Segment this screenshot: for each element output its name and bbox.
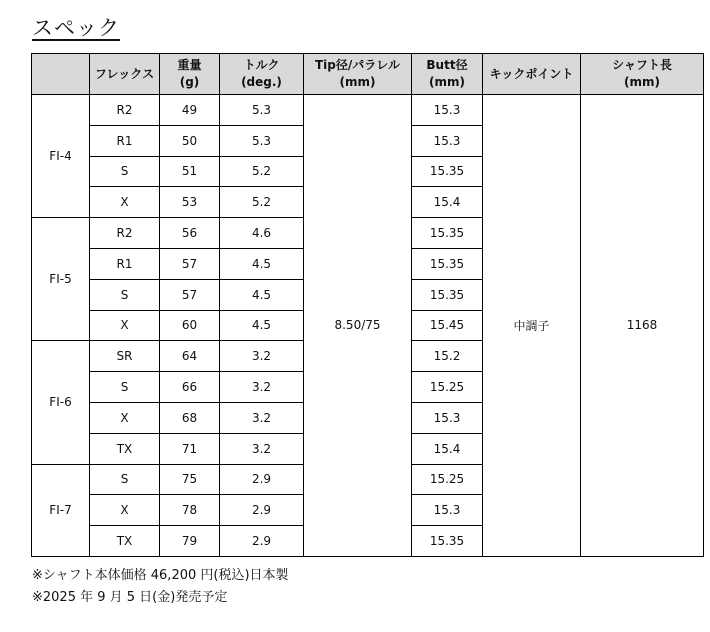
- butt-cell: 15.35: [412, 156, 483, 187]
- weight-cell: 79: [160, 526, 220, 557]
- flex-cell: TX: [90, 526, 160, 557]
- table-row: [32, 95, 704, 126]
- weight-cell: 53: [160, 187, 220, 218]
- flex-cell: SR: [90, 341, 160, 372]
- weight-cell: 78: [160, 495, 220, 526]
- header-butt: Butt径 (mm): [412, 54, 483, 95]
- butt-cell: 15.3: [412, 402, 483, 433]
- butt-cell: 15.35: [412, 279, 483, 310]
- model-name: FI-7: [32, 464, 90, 556]
- weight-cell: 57: [160, 279, 220, 310]
- flex-cell: S: [90, 279, 160, 310]
- torque-cell: 2.9: [220, 495, 304, 526]
- model-name: FI-4: [32, 95, 90, 218]
- torque-cell: 5.2: [220, 187, 304, 218]
- header-flex: フレックス: [90, 54, 160, 95]
- spec-body: [32, 95, 704, 557]
- weight-cell: 50: [160, 125, 220, 156]
- flex-cell: X: [90, 310, 160, 341]
- header-kick: キックポイント: [483, 54, 581, 95]
- flex-cell: S: [90, 156, 160, 187]
- butt-cell: 15.25: [412, 464, 483, 495]
- kick-cell: 中調子: [483, 95, 581, 557]
- weight-cell: 64: [160, 341, 220, 372]
- torque-cell: 5.3: [220, 125, 304, 156]
- torque-cell: 3.2: [220, 402, 304, 433]
- torque-cell: 3.2: [220, 341, 304, 372]
- weight-cell: 49: [160, 95, 220, 126]
- weight-cell: 68: [160, 402, 220, 433]
- weight-cell: 75: [160, 464, 220, 495]
- price-note: ※シャフト本体価格 46,200 円(税込)日本製: [32, 568, 289, 583]
- butt-cell: 15.45: [412, 310, 483, 341]
- weight-cell: 71: [160, 433, 220, 464]
- release-note: ※2025 年 9 月 5 日(金)発売予定: [32, 590, 228, 605]
- weight-cell: 56: [160, 218, 220, 249]
- flex-cell: R1: [90, 125, 160, 156]
- weight-cell: 51: [160, 156, 220, 187]
- butt-cell: 15.35: [412, 526, 483, 557]
- flex-cell: R2: [90, 218, 160, 249]
- butt-cell: 15.3: [412, 495, 483, 526]
- model-name: FI-5: [32, 218, 90, 341]
- torque-cell: 4.5: [220, 279, 304, 310]
- butt-cell: 15.35: [412, 218, 483, 249]
- header-length: シャフト長 (mm): [581, 54, 704, 95]
- header-weight: 重量 (g): [160, 54, 220, 95]
- butt-cell: 15.2: [412, 341, 483, 372]
- torque-cell: 3.2: [220, 372, 304, 403]
- header-row: [32, 54, 704, 95]
- butt-cell: 15.35: [412, 248, 483, 279]
- weight-cell: 57: [160, 248, 220, 279]
- header-model: [32, 54, 90, 95]
- torque-cell: 4.6: [220, 218, 304, 249]
- butt-cell: 15.4: [412, 433, 483, 464]
- weight-cell: 66: [160, 372, 220, 403]
- flex-cell: S: [90, 372, 160, 403]
- model-name: FI-6: [32, 341, 90, 464]
- torque-cell: 4.5: [220, 248, 304, 279]
- flex-cell: R1: [90, 248, 160, 279]
- flex-cell: X: [90, 187, 160, 218]
- flex-cell: X: [90, 495, 160, 526]
- butt-cell: 15.3: [412, 125, 483, 156]
- notes: [32, 565, 289, 609]
- torque-cell: 3.2: [220, 433, 304, 464]
- weight-cell: 60: [160, 310, 220, 341]
- torque-cell: 2.9: [220, 464, 304, 495]
- page-title: スペック: [32, 16, 120, 40]
- length-cell: 1168: [581, 95, 704, 557]
- header-tip: Tip径/パラレル (mm): [304, 54, 412, 95]
- torque-cell: 5.2: [220, 156, 304, 187]
- torque-cell: 2.9: [220, 526, 304, 557]
- flex-cell: TX: [90, 433, 160, 464]
- butt-cell: 15.4: [412, 187, 483, 218]
- butt-cell: 15.25: [412, 372, 483, 403]
- header-torque: トルク (deg.): [220, 54, 304, 95]
- spec-table: [31, 53, 704, 557]
- torque-cell: 5.3: [220, 95, 304, 126]
- flex-cell: X: [90, 402, 160, 433]
- torque-cell: 4.5: [220, 310, 304, 341]
- tip-cell: 8.50/75: [304, 95, 412, 557]
- flex-cell: R2: [90, 95, 160, 126]
- butt-cell: 15.3: [412, 95, 483, 126]
- flex-cell: S: [90, 464, 160, 495]
